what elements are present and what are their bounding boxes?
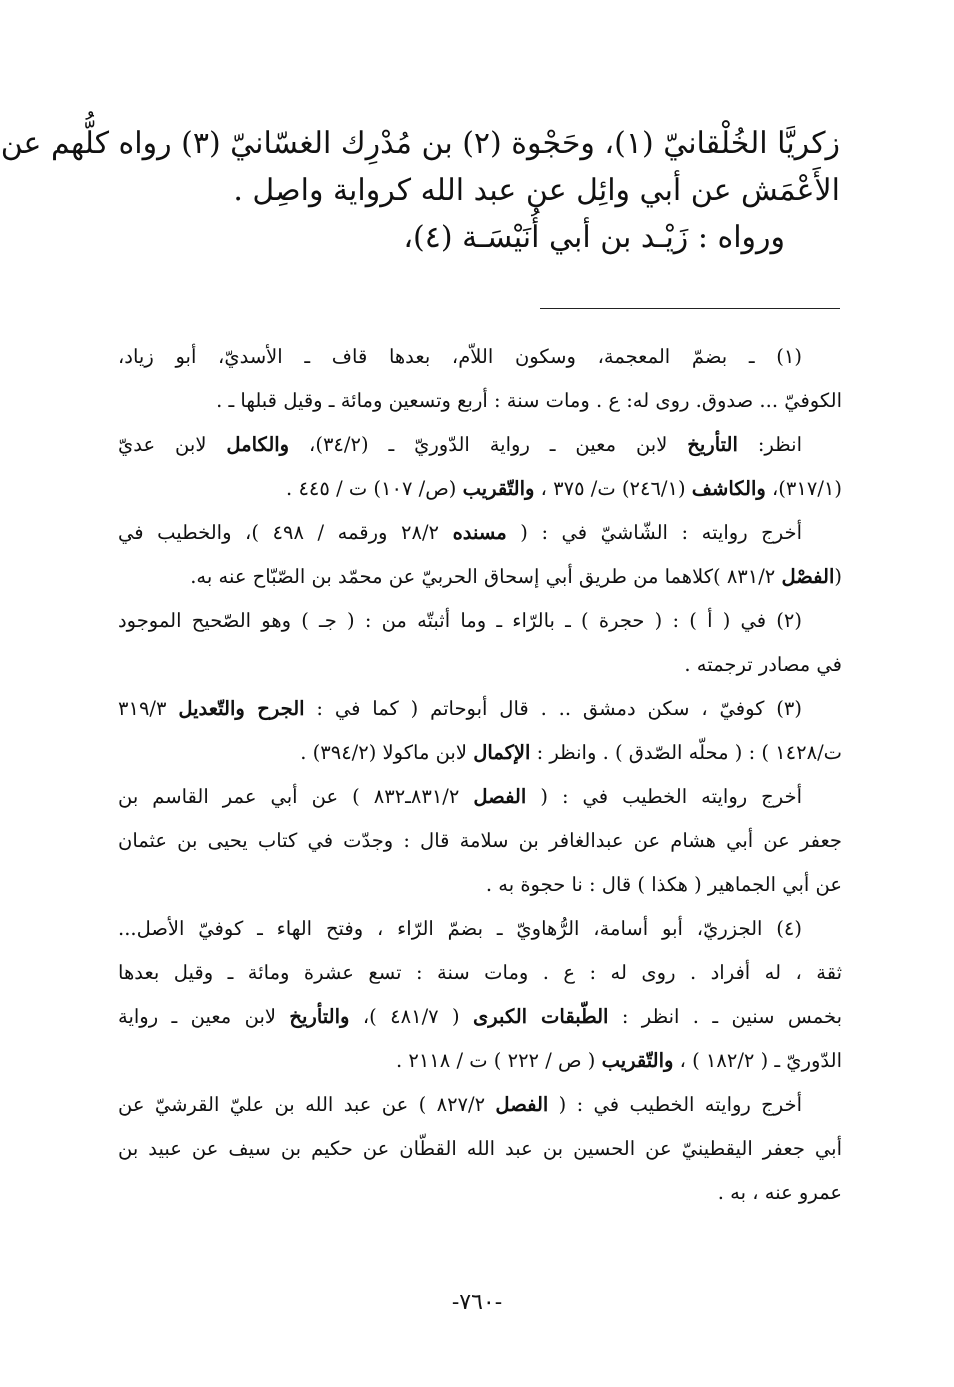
footnote-text: (١) ـ بضمّ المعجمة، وسكون اللاّم، بعدها قاف ـ الأسديّ، أبو زياد، bbox=[118, 345, 802, 368]
footnote-text: الدّوريّ ـ ( ١٨٢/٢ ) ، bbox=[673, 1049, 842, 1072]
footnote-line bbox=[118, 511, 842, 555]
footnote-line bbox=[118, 819, 842, 863]
footnote-text: جعفر عن أبي هشام عن عبدالغافر بن سلامة قال : وجدّت في كتاب يحيى بن عثمان bbox=[118, 829, 842, 852]
footnote-text: عن أبي الجماهير ( هكذا ) قال : نا حجوة به . bbox=[485, 873, 842, 896]
footnote-text: (٣) كوفيّ ، سكن دمشق .. . قال أبوحاتم ( كما في : bbox=[304, 697, 802, 720]
main-text bbox=[0, 120, 840, 261]
footnote-text: لابن معين ـ رواية الدّوريّ ـ (٣٤/٢)، bbox=[289, 433, 688, 456]
footnote-line bbox=[118, 1083, 842, 1127]
footnote-line bbox=[118, 423, 842, 467]
footnote-paragraph bbox=[118, 335, 842, 423]
footnote-line bbox=[118, 863, 842, 907]
footnote-text: (٣١٧/١)، bbox=[765, 477, 842, 500]
footnote-line bbox=[118, 731, 842, 775]
footnote-text: ( ص / ٢٢٢ ) ت / ٢١١٨ . bbox=[395, 1049, 602, 1072]
footnote-text: ٢٨/٢ ورقمه / ٤٩٨ )، والخطيب في bbox=[118, 521, 453, 544]
footnote-text: انظر: bbox=[737, 433, 802, 456]
footnote-paragraph bbox=[118, 907, 842, 1083]
footnote-line bbox=[118, 555, 842, 599]
book-title: والتّقريب bbox=[601, 1049, 674, 1072]
book-title: الإكمال bbox=[473, 741, 531, 764]
footnote-paragraph bbox=[118, 1083, 842, 1215]
footnotes bbox=[118, 335, 842, 1215]
footnote-line bbox=[118, 467, 842, 511]
footnote-text: (٢٤٦/١) ت/ ٣٧٥ ، bbox=[534, 477, 692, 500]
footnote-line bbox=[118, 599, 842, 643]
footnote-text: (٢) في ( أ ) : ( حجرة ) ـ بالرّاء ـ وما أثبتّه من : ( جـ ) وهو الصّحيح الموجود bbox=[118, 609, 802, 632]
footnote-line bbox=[118, 1039, 842, 1083]
footnote-text: لابن عديّ bbox=[118, 433, 227, 456]
main-line: ورواه : زَيْـد بن أبي أُنَيْسَـة (٤)، bbox=[403, 220, 785, 255]
footnote-line bbox=[118, 379, 842, 423]
footnote-text: ٣١٩/٣ bbox=[118, 697, 179, 720]
book-title: مسنده bbox=[452, 521, 507, 544]
book-title: الفصْل bbox=[781, 565, 835, 588]
footnote-separator bbox=[540, 308, 840, 309]
footnote-text: في مصادر ترجمته . bbox=[684, 653, 842, 676]
footnote-text: عمرو عنه ، به . bbox=[717, 1181, 842, 1204]
footnote-text: ٨٣١/٢ )كلاهما من طريق أبي إسحاق الحربيّ عن محمّد بن الصّبّاح عنه به. bbox=[190, 565, 782, 588]
footnote-paragraph bbox=[118, 775, 842, 907]
footnote-line bbox=[118, 907, 842, 951]
footnote-paragraph bbox=[118, 687, 842, 775]
footnote-paragraph bbox=[118, 599, 842, 687]
main-line: زكريَّا الخُلْقانيّ (١)، وحَجْوة (٢) بن مُدْرِك الغسّانيّ (٣) رواه كلُّهم عن bbox=[0, 126, 840, 161]
footnote-paragraph bbox=[118, 423, 842, 511]
book-title: الفصل bbox=[495, 1093, 549, 1116]
book-title: الفصل bbox=[473, 785, 527, 808]
book-title: التأريخ bbox=[687, 433, 738, 456]
footnote-text: ٨٢٧/٢ ) عن عبد الله بن عليّ القرشيّ عن bbox=[118, 1093, 496, 1116]
footnote-text: ت/١٤٢٨ ) : ( محلّه الصّدق ) . وانظر : bbox=[530, 741, 842, 764]
footnote-line bbox=[118, 1127, 842, 1171]
footnote-line bbox=[118, 643, 842, 687]
footnote-paragraph bbox=[118, 511, 842, 599]
footnote-text: أخرج روايته : الشّاشيّ في : ( bbox=[506, 521, 802, 544]
footnote-line bbox=[118, 995, 842, 1039]
footnote-line bbox=[118, 1171, 842, 1215]
book-title: والكامل bbox=[226, 433, 290, 456]
book-title: الطّبقات الكبرى bbox=[473, 1005, 609, 1028]
footnote-line bbox=[118, 775, 842, 819]
footnote-text: أخرج روايته الخطيب في : ( bbox=[526, 785, 802, 808]
footnote-line bbox=[118, 687, 842, 731]
page-number: -٧٦٠- bbox=[451, 1290, 503, 1315]
footnote-text: لابن ماكولا (٣٩٤/٢) . bbox=[300, 741, 474, 764]
footnote-text: ٨٣١/٢ـ٨٣٢ ) عن أبي عمر القاسم بن bbox=[118, 785, 474, 808]
footnote-text: (ص/ ١٠٧) ت / ٤٤٥ . bbox=[286, 477, 463, 500]
footnote-text: أبي جعفر اليقطينيّ عن الحسين بن عبد الله القطّان عن حكيم بن سيف عن عبيد بن bbox=[118, 1137, 842, 1160]
footnote-line bbox=[118, 335, 842, 379]
book-title: والتّقريب bbox=[462, 477, 535, 500]
footnote-line bbox=[118, 951, 842, 995]
footnote-text: أخرج روايته الخطيب في : ( bbox=[548, 1093, 802, 1116]
book-title: والتأريخ bbox=[289, 1005, 350, 1028]
book-title: الجرح والتّعديل bbox=[178, 697, 305, 720]
footnote-text: لابن معين ـ رواية bbox=[118, 1005, 290, 1028]
footnote-text: بخمس سنين ـ . انظر : bbox=[608, 1005, 842, 1028]
footnote-text: ثقة ، له أفراد . روى له : ع . ومات سنة : تسع عشرة ومائة ـ وقيل بعدها bbox=[118, 961, 842, 984]
footnote-text: ( ٤٨١/٧ )، bbox=[349, 1005, 474, 1028]
main-line: الأَعْمَش عن أبي وائِل عن عبد الله كرواية واصِل . bbox=[233, 173, 840, 208]
footnote-text: الكوفيّ ... صدوق. روى له: ع . ومات سنة : أربع وتسعين ومائة ـ وقيل قبلها ـ . bbox=[216, 389, 842, 412]
footnote-text: ( bbox=[834, 565, 842, 588]
footnote-text: (٤) الجزريّ، أبو أسامة، الرُّهاويّ ـ بضمّ الرّاء ، وفتح الهاء ـ كوفيّ الأصل... bbox=[118, 917, 802, 940]
book-title: والكاشف bbox=[691, 477, 766, 500]
